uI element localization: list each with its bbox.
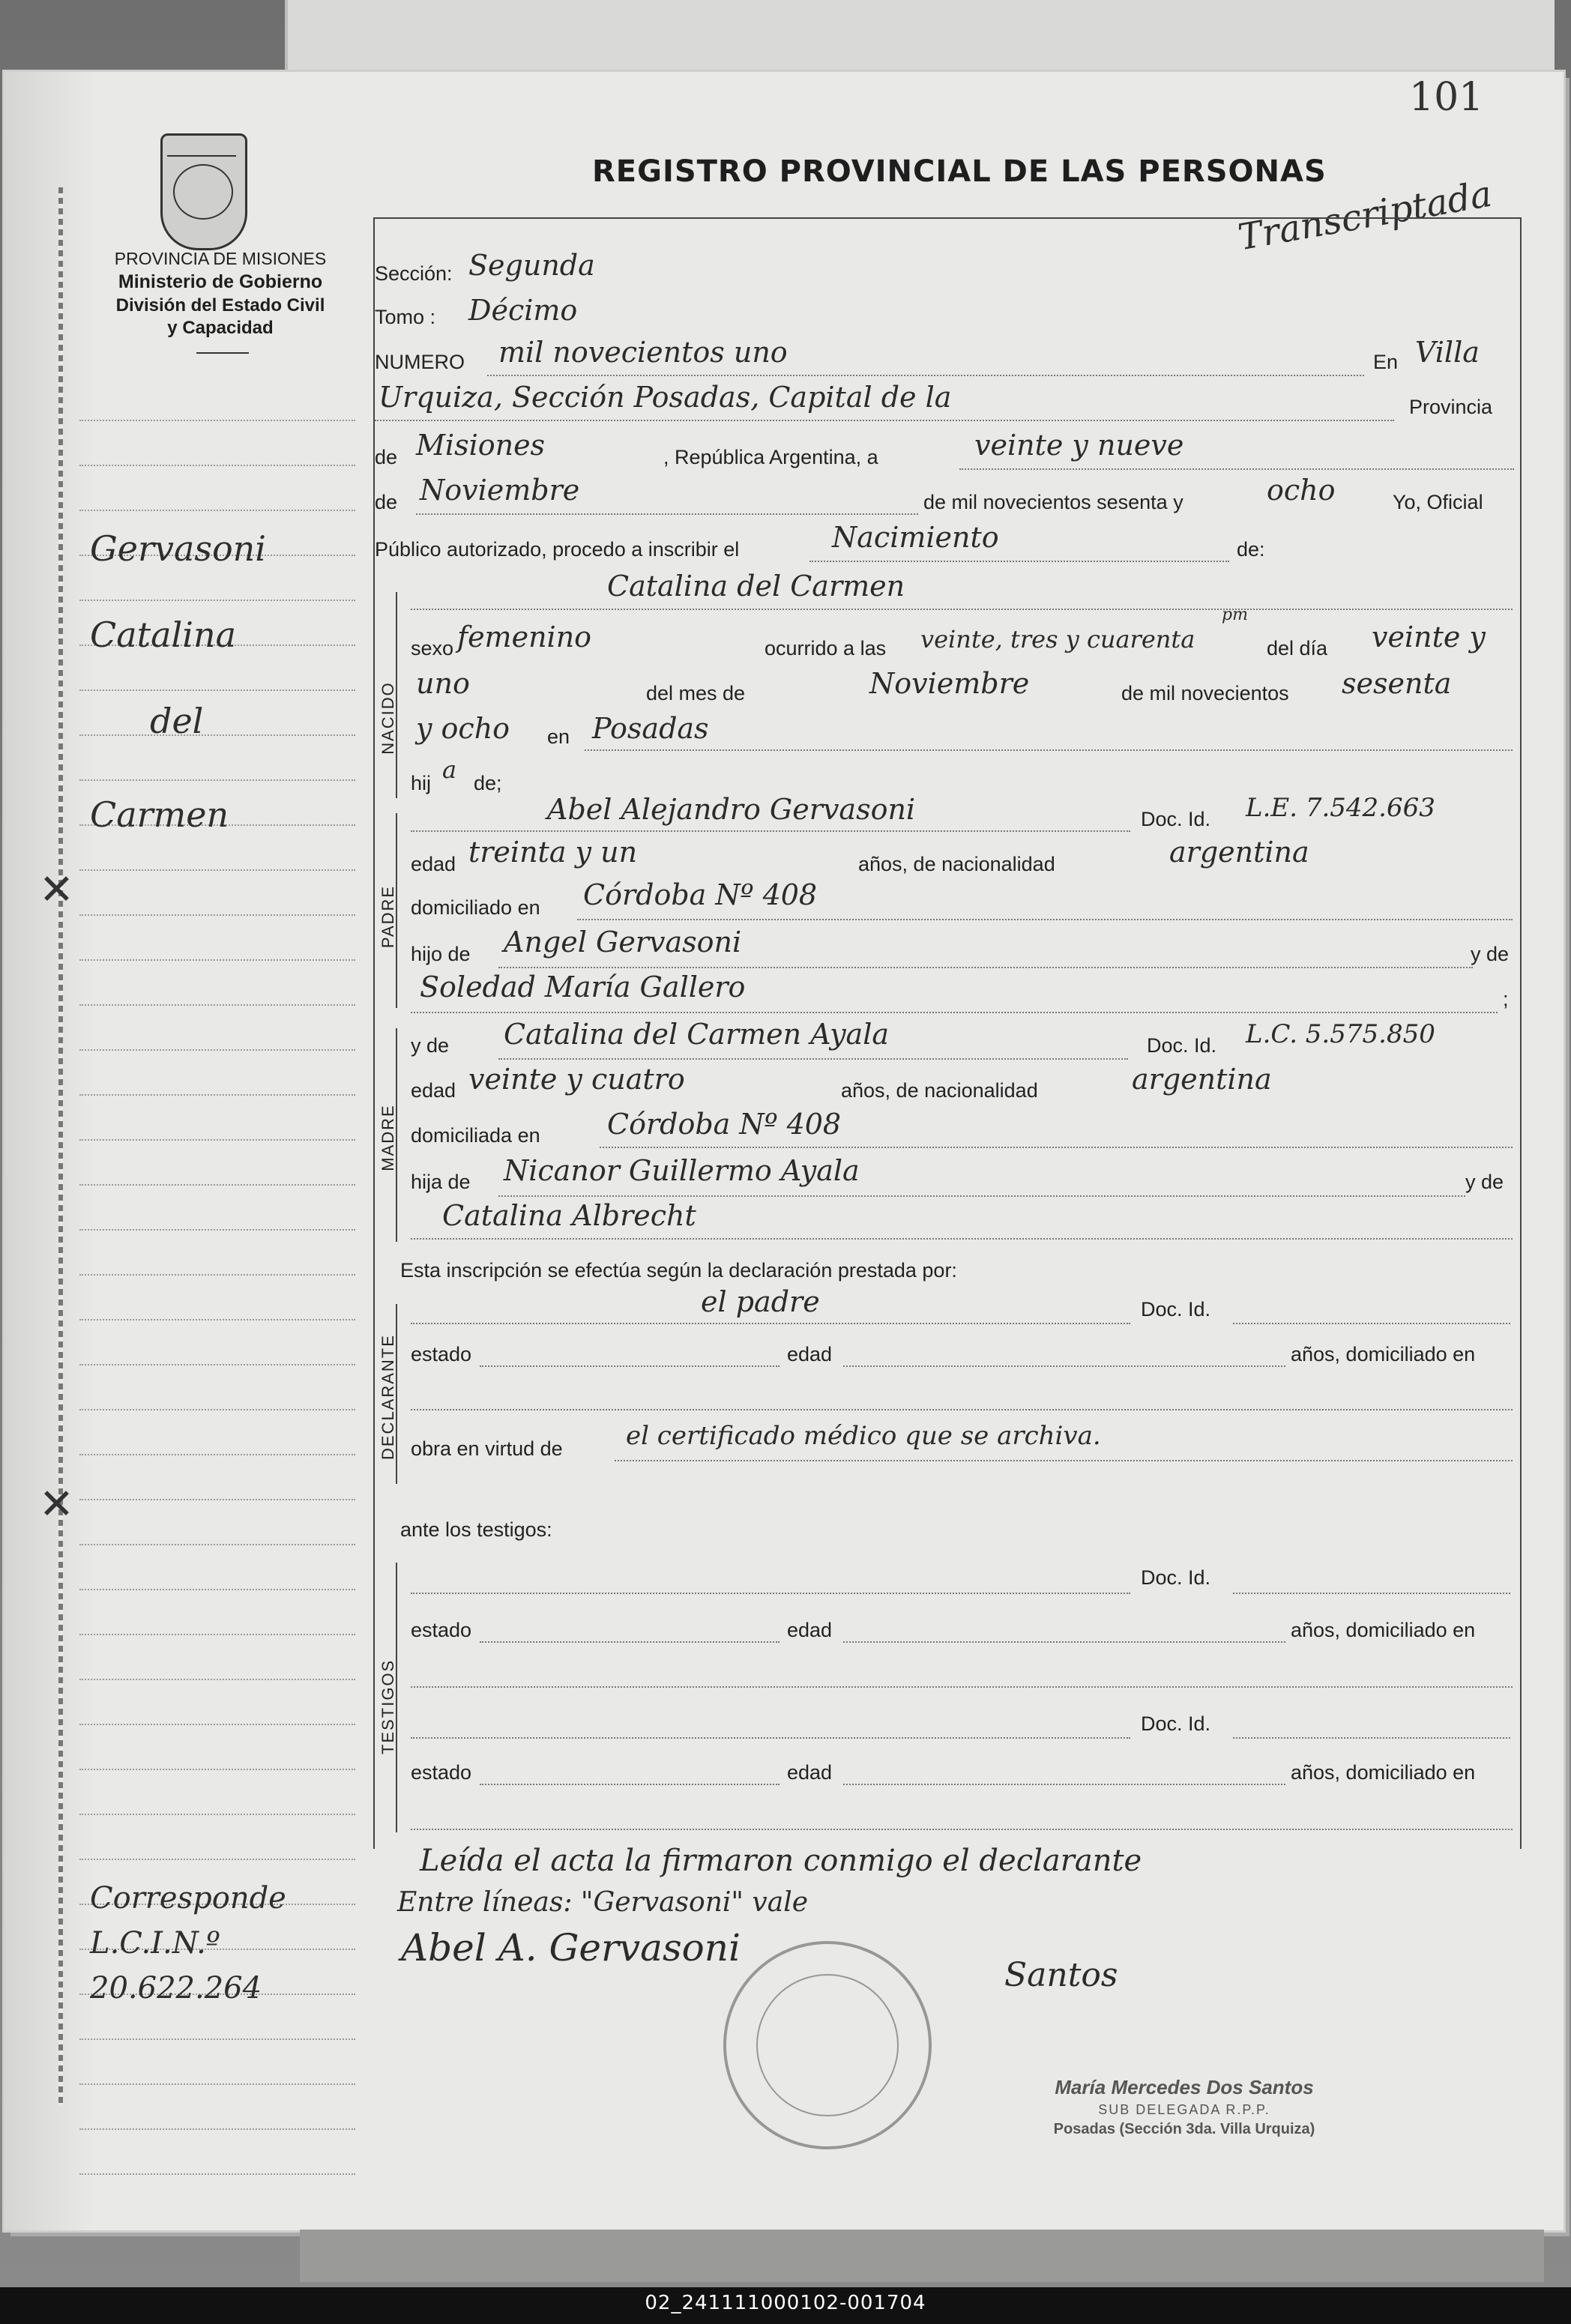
- page-stack-edge: [300, 2230, 1544, 2282]
- label-anos-dom-declarante: años, domiciliado en: [1291, 1343, 1476, 1365]
- label-seccion: Sección:: [375, 262, 453, 285]
- margin-note-1: Corresponde: [90, 1881, 286, 1916]
- label-republica: , República Argentina, a: [663, 446, 878, 468]
- value-padre-doc: L.E. 7.542.663: [1246, 793, 1435, 823]
- label-anos-nac-padre: años, de nacionalidad: [858, 853, 1055, 875]
- label-doc-id-padre: Doc. Id.: [1141, 808, 1211, 830]
- value-anio-nac-2: y ocho: [416, 712, 510, 745]
- stitch-icon: ✕: [39, 1480, 74, 1529]
- margin-note-3: 20.622.264: [90, 1971, 262, 2005]
- label-y-de-madre: y de: [411, 1034, 450, 1057]
- value-padre-dom: Córdoba Nº 408: [583, 878, 818, 911]
- value-hijo-gen: a: [442, 755, 457, 784]
- label-del-mes: del mes de: [646, 682, 746, 704]
- authority-capacity: y Capacidad: [167, 318, 274, 338]
- margin-given-name-2: del: [150, 701, 204, 741]
- value-obra: el certificado médico que se archiva.: [626, 1421, 1101, 1451]
- label-de-mes: de: [375, 491, 398, 513]
- value-dia-acta: veinte y nueve: [974, 429, 1184, 462]
- label-doc-id-testigo-1: Doc. Id.: [1141, 1566, 1211, 1589]
- label-estado-testigo-1: estado: [411, 1619, 472, 1641]
- page-title: REGISTRO PROVINCIAL DE LAS PERSONAS: [592, 154, 1327, 189]
- label-yo-oficial: Yo, Oficial: [1393, 491, 1483, 513]
- registrar-stamp: [1004, 2076, 1364, 2138]
- official-stamp-icon: [723, 1941, 932, 2149]
- label-obra: obra en virtud de: [411, 1437, 563, 1460]
- value-mes-acta: Noviembre: [420, 474, 580, 507]
- margin-given-name-3: Carmen: [90, 794, 229, 835]
- value-nombre: Catalina del Carmen: [607, 570, 905, 603]
- value-madre-nombre: Catalina del Carmen Ayala: [504, 1018, 890, 1051]
- label-hija-de: hija de: [411, 1171, 471, 1193]
- label-publico: Público autorizado, procedo a inscribir el: [375, 538, 740, 561]
- value-en: Villa: [1415, 336, 1480, 369]
- value-madre-edad: veinte y cuatro: [468, 1063, 685, 1096]
- label-ocurrido: ocurrido a las: [765, 637, 887, 660]
- label-hijo-de: de;: [474, 772, 502, 794]
- label-en-lugar: en: [547, 725, 570, 748]
- value-seccion: Segunda: [468, 249, 595, 282]
- section-nacido: NACIDO: [379, 681, 397, 755]
- label-declaracion: Esta inscripción se efectúa según la declaración prestada por:: [400, 1259, 957, 1282]
- value-madre-madre: Catalina Albrecht: [442, 1199, 696, 1232]
- label-edad-testigo-1: edad: [787, 1619, 833, 1641]
- value-padre-nac: argentina: [1169, 836, 1309, 869]
- value-madre-dom: Córdoba Nº 408: [607, 1108, 842, 1141]
- label-hijo-de-padre: hijo de: [411, 943, 471, 965]
- authority-province: PROVINCIA DE MISIONES: [114, 249, 327, 268]
- authority-ministry: Ministerio de Gobierno: [118, 271, 323, 292]
- section-declarante: DECLARANTE: [379, 1334, 397, 1460]
- label-doc-id-madre: Doc. Id.: [1147, 1034, 1217, 1057]
- label-hijo: hij: [411, 772, 432, 794]
- registrar-title: SUB DELEGADA R.P.P.: [1098, 2102, 1270, 2117]
- label-provincia: Provincia: [1409, 396, 1493, 418]
- value-madre-doc: L.C. 5.575.850: [1246, 1019, 1435, 1049]
- value-declarante: el padre: [701, 1285, 820, 1318]
- value-padre-nombre: Abel Alejandro Gervasoni: [547, 793, 916, 826]
- label-domiciliada: domiciliada en: [411, 1124, 540, 1147]
- transcribed-annotation: Transcriptada: [1234, 172, 1495, 259]
- section-padre: PADRE: [379, 884, 397, 949]
- value-localidad: Urquiza, Sección Posadas, Capital de la: [379, 381, 952, 414]
- margin-given-name: Catalina: [90, 615, 237, 655]
- section-testigos: TESTIGOS: [379, 1659, 397, 1754]
- label-de-colon: de:: [1237, 538, 1265, 561]
- registrar-place: Posadas (Sección 3da. Villa Urquiza): [1053, 2121, 1315, 2137]
- label-en: En: [1373, 351, 1399, 373]
- value-sexo: femenino: [457, 621, 592, 654]
- label-numero: NUMERO: [375, 351, 465, 373]
- label-anos-nac-madre: años, de nacionalidad: [841, 1079, 1038, 1102]
- label-edad-declarante: edad: [787, 1343, 833, 1365]
- authority-division: División del Estado Civil: [115, 295, 325, 316]
- value-dia-nac: veinte y: [1372, 621, 1486, 654]
- value-hora-extra: pm: [1222, 606, 1248, 624]
- label-estado-declarante: estado: [411, 1343, 472, 1365]
- image-reference-code: 02_241111000102-001704: [645, 2292, 926, 2314]
- value-anio-nac: sesenta: [1342, 667, 1452, 700]
- registrar-name: María Mercedes Dos Santos: [1055, 2076, 1314, 2098]
- stitch-icon: ✕: [39, 866, 74, 914]
- section-madre: MADRE: [379, 1104, 397, 1171]
- margin-surname: Gervasoni: [90, 528, 267, 569]
- value-madre-hija-de: Nicanor Guillermo Ayala: [504, 1154, 860, 1187]
- label-doc-id-testigo-2: Doc. Id.: [1141, 1712, 1211, 1735]
- label-de-mil: de mil novecientos sesenta y: [923, 491, 1183, 513]
- label-de-mil-2: de mil novecientos: [1121, 682, 1289, 704]
- value-padre-edad: treinta y un: [468, 836, 638, 869]
- value-dia-nac-2: uno: [416, 667, 470, 700]
- value-inscribir: Nacimiento: [832, 521, 999, 554]
- label-sexo: sexo: [411, 637, 454, 660]
- value-hora: veinte, tres y cuarenta: [920, 625, 1195, 654]
- value-madre-nac: argentina: [1132, 1063, 1272, 1096]
- value-padre-hijo-de: Angel Gervasoni: [504, 926, 742, 959]
- closing-line-1: Leída el acta la firmaron conmigo el declarante: [420, 1844, 1142, 1878]
- label-edad-testigo-2: edad: [787, 1761, 833, 1784]
- margin-note-2: L.C.I.N.º: [90, 1926, 220, 1961]
- underlying-page: [285, 0, 1555, 75]
- value-numero: mil novecientos uno: [498, 336, 788, 369]
- value-mes-nac: Noviembre: [869, 667, 1030, 700]
- label-estado-testigo-2: estado: [411, 1761, 472, 1784]
- label-tomo: Tomo :: [375, 306, 436, 328]
- label-domiciliado: domiciliado en: [411, 896, 540, 919]
- page-number: 101: [1409, 75, 1484, 120]
- label-ante: ante los testigos:: [400, 1518, 552, 1541]
- value-provincia: Misiones: [416, 429, 546, 462]
- value-padre-madre: Soledad María Gallero: [420, 971, 746, 1003]
- value-lugar: Posadas: [592, 712, 709, 745]
- label-doc-id-declarante: Doc. Id.: [1141, 1298, 1211, 1321]
- label-de: de: [375, 446, 398, 468]
- label-y-de-padre: y de: [1471, 943, 1510, 965]
- binding-thread: [58, 187, 63, 2106]
- value-tomo: Décimo: [468, 294, 578, 327]
- value-anio-acta: ocho: [1267, 474, 1336, 507]
- label-anos-dom-testigo-2: años, domiciliado en: [1291, 1761, 1476, 1784]
- closing-line-2: Entre líneas: "Gervasoni" vale: [397, 1887, 809, 1918]
- official-signature: Santos: [1004, 1956, 1118, 1994]
- label-edad-padre: edad: [411, 853, 456, 875]
- label-edad-madre: edad: [411, 1079, 456, 1102]
- label-del-dia: del día: [1267, 637, 1328, 660]
- label-semicolon: ;: [1503, 988, 1509, 1010]
- label-y-de-madre-2: y de: [1465, 1171, 1504, 1193]
- declarant-signature: Abel A. Gervasoni: [401, 1926, 741, 1970]
- label-anos-dom-testigo-1: años, domiciliado en: [1291, 1619, 1476, 1641]
